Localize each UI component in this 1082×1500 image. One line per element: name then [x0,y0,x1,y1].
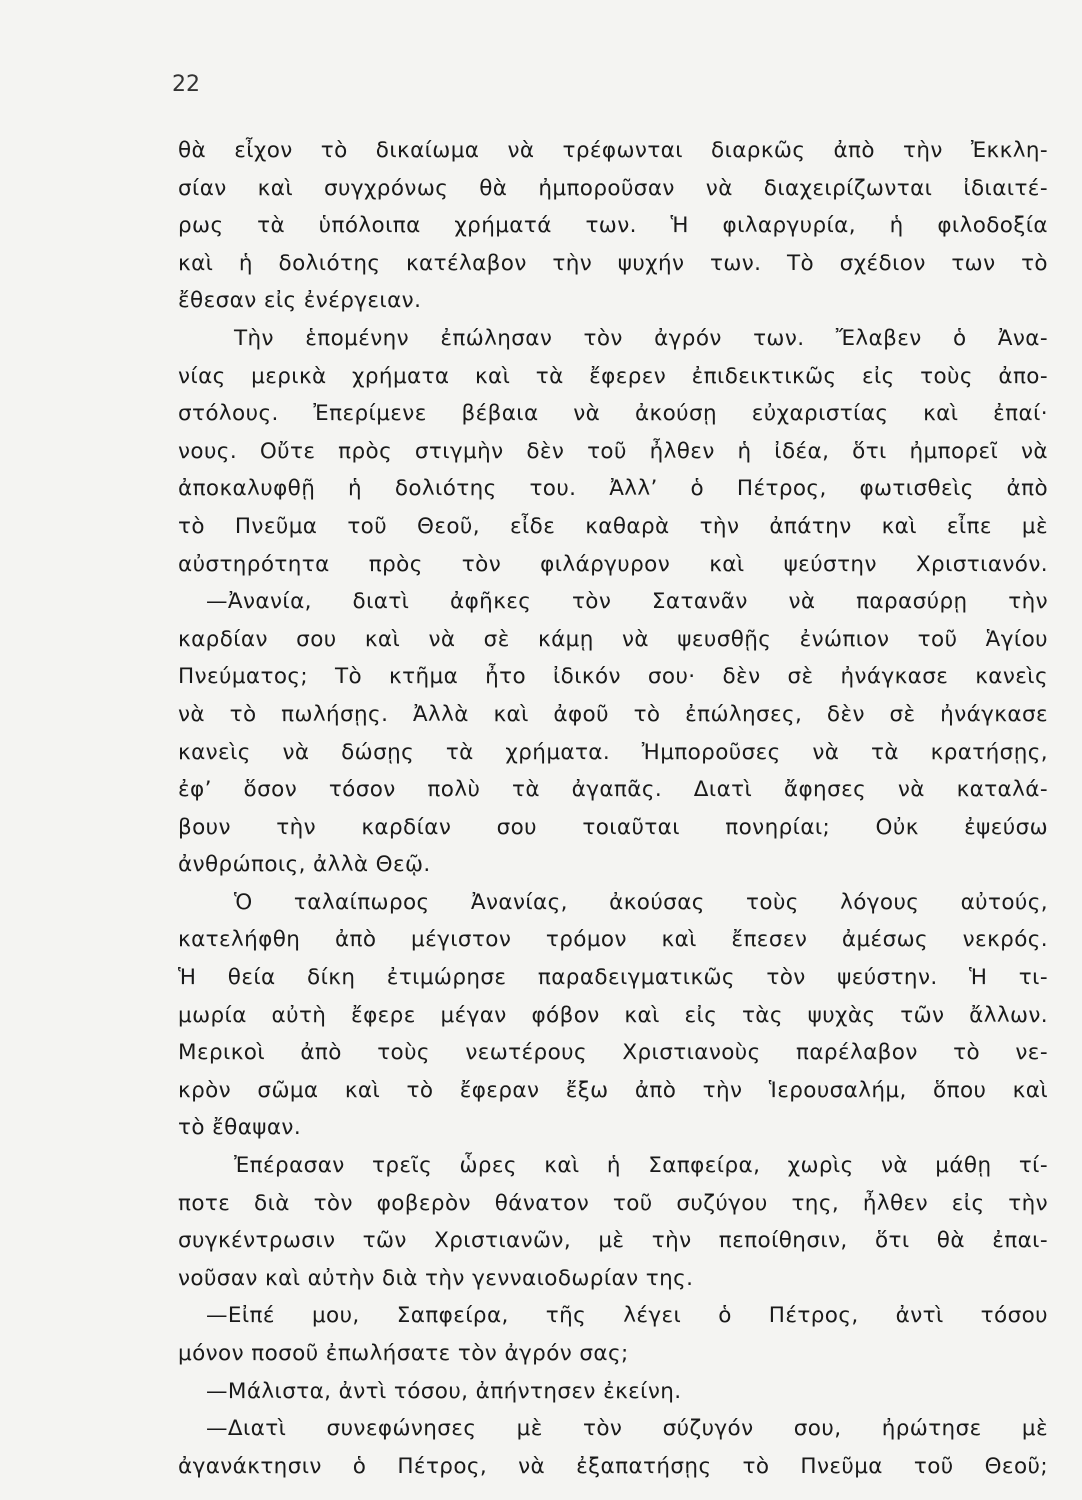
text-line: Πνεύματος; Τὸ κτῆμα ἦτο ἰδικόν σου· δὲν σὲ ἠνάγκασε κανεὶς [178,664,1048,690]
text-line: Τὴν ἑπομένην ἐπώλησαν τὸν ἀγρόν των. Ἔλαβεν ὁ Ἀνα- [234,325,1048,351]
text-line: νοῦσαν καὶ αὐτὴν διὰ τὴν γενναιοδωρίαν της. [178,1265,694,1291]
text-line: ἀποκαλυφθῇ ἡ δολιότης του. Ἀλλ’ ὁ Πέτρος, φωτισθεὶς ἀπὸ [178,476,1048,502]
text-line: —Μάλιστα, ἀντὶ τόσου, ἀπήντησεν ἐκείνη. [206,1378,682,1404]
text-line: —Ἀνανία, διατὶ ἀφῆκες τὸν Σατανᾶν νὰ παρασύρῃ τὴν [206,589,1048,615]
text-line: ποτε διὰ τὸν φοβερὸν θάνατον τοῦ συζύγου της, ἦλθεν εἰς τὴν [178,1190,1048,1216]
text-line: σίαν καὶ συγχρόνως θὰ ἠμποροῦσαν νὰ διαχειρίζωνται ἰδιαιτέ- [178,175,1048,201]
text-line: θὰ εἶχον τὸ δικαίωμα νὰ τρέφωνται διαρκῶς ἀπὸ τὴν Ἐκκλη- [178,138,1048,163]
text-line: Ἡ θεία δίκη ἐτιμώρησε παραδειγματικῶς τὸν ψεύστην. Ἡ τι- [178,965,1048,991]
text-line: ἐφ’ ὅσον τόσον πολὺ τὰ ἀγαπᾶς. Διατὶ ἄφησες νὰ καταλά- [178,777,1048,803]
text-line: —Διατὶ συνεφώνησες μὲ τὸν σύζυγόν σου, ἠρώτησε μὲ [206,1416,1048,1442]
text-line: Ὁ ταλαίπωρος Ἀνανίας, ἀκούσας τοὺς λόγους αὐτούς, [234,889,1048,915]
body-text [178,132,1048,1485]
text-line: μωρία αὐτὴ ἔφερε μέγαν φόβον καὶ εἰς τὰς ψυχὰς τῶν ἄλλων. [178,1002,1048,1028]
text-line: νὰ τὸ πωλήσῃς. Ἀλλὰ καὶ ἀφοῦ τὸ ἐπώλησες, δὲν σὲ ἠνάγκασε [178,701,1048,727]
text-line: συγκέντρωσιν τῶν Χριστιανῶν, μὲ τὴν πεποίθησιν, ὅτι θὰ ἐπαι- [178,1228,1048,1254]
text-line: στόλους. Ἐπερίμενε βέβαια νὰ ἀκούσῃ εὐχαριστίας καὶ ἐπαί· [178,401,1048,427]
text-line: αὐστηρότητα πρὸς τὸν φιλάργυρον καὶ ψεύστην Χριστιανόν. [178,551,1048,577]
text-line: καρδίαν σου καὶ νὰ σὲ κάμῃ νὰ ψευσθῇς ἐνώπιον τοῦ Ἁγίου [178,626,1048,652]
text-line: τὸ ἔθαψαν. [178,1115,302,1141]
text-line: Μερικοὶ ἀπὸ τοὺς νεωτέρους Χριστιανοὺς παρέλαβον τὸ νε- [178,1040,1048,1066]
text-line: κατελήφθη ἀπὸ μέγιστον τρόμον καὶ ἔπεσεν ἀμέσως νεκρός. [178,927,1048,953]
text-line: ἀγανάκτησιν ὁ Πέτρος, νὰ ἐξαπατήσῃς τὸ Πνεῦμα τοῦ Θεοῦ; [178,1453,1048,1479]
text-line: κρὸν σῶμα καὶ τὸ ἔφεραν ἔξω ἀπὸ τὴν Ἱερουσαλήμ, ὅπου καὶ [178,1077,1048,1103]
text-line: —Εἰπέ μου, Σαπφείρα, τῆς λέγει ὁ Πέτρος, ἀντὶ τόσου [206,1303,1048,1329]
text-line: Ἐπέρασαν τρεῖς ὧρες καὶ ἡ Σαπφείρα, χωρὶς νὰ μάθῃ τί- [234,1153,1048,1179]
text-line: νίας μερικὰ χρήματα καὶ τὰ ἔφερεν ἐπιδεικτικῶς εἰς τοὺς ἀπο- [178,363,1048,389]
text-line: ἔθεσαν εἰς ἐνέργειαν. [178,288,422,314]
text-line: ρως τὰ ὑπόλοιπα χρήματά των. Ἡ φιλαργυρία, ἡ φιλοδοξία [178,213,1048,239]
text-line: κανεὶς νὰ δώσῃς τὰ χρήματα. Ἠμποροῦσες νὰ τὰ κρατήσῃς, [178,739,1048,765]
text-line: μόνον ποσοῦ ἐπωλήσατε τὸν ἀγρόν σας; [178,1341,629,1366]
page-number: 22 [172,72,200,97]
text-line: τὸ Πνεῦμα τοῦ Θεοῦ, εἶδε καθαρὰ τὴν ἀπάτην καὶ εἶπε μὲ [178,513,1048,539]
text-line: νους. Οὔτε πρὸς στιγμὴν δὲν τοῦ ἦλθεν ἡ ἰδέα, ὅτι ἠμπορεῖ νὰ [178,438,1048,464]
text-line: καὶ ἡ δολιότης κατέλαβον τὴν ψυχήν των. Τὸ σχέδιον των τὸ [178,250,1048,276]
text-line: ἀνθρώποις, ἀλλὰ Θεῷ. [178,852,431,878]
text-line: βουν τὴν καρδίαν σου τοιαῦται πονηρίαι; Οὐκ ἐψεύσω [178,814,1048,840]
